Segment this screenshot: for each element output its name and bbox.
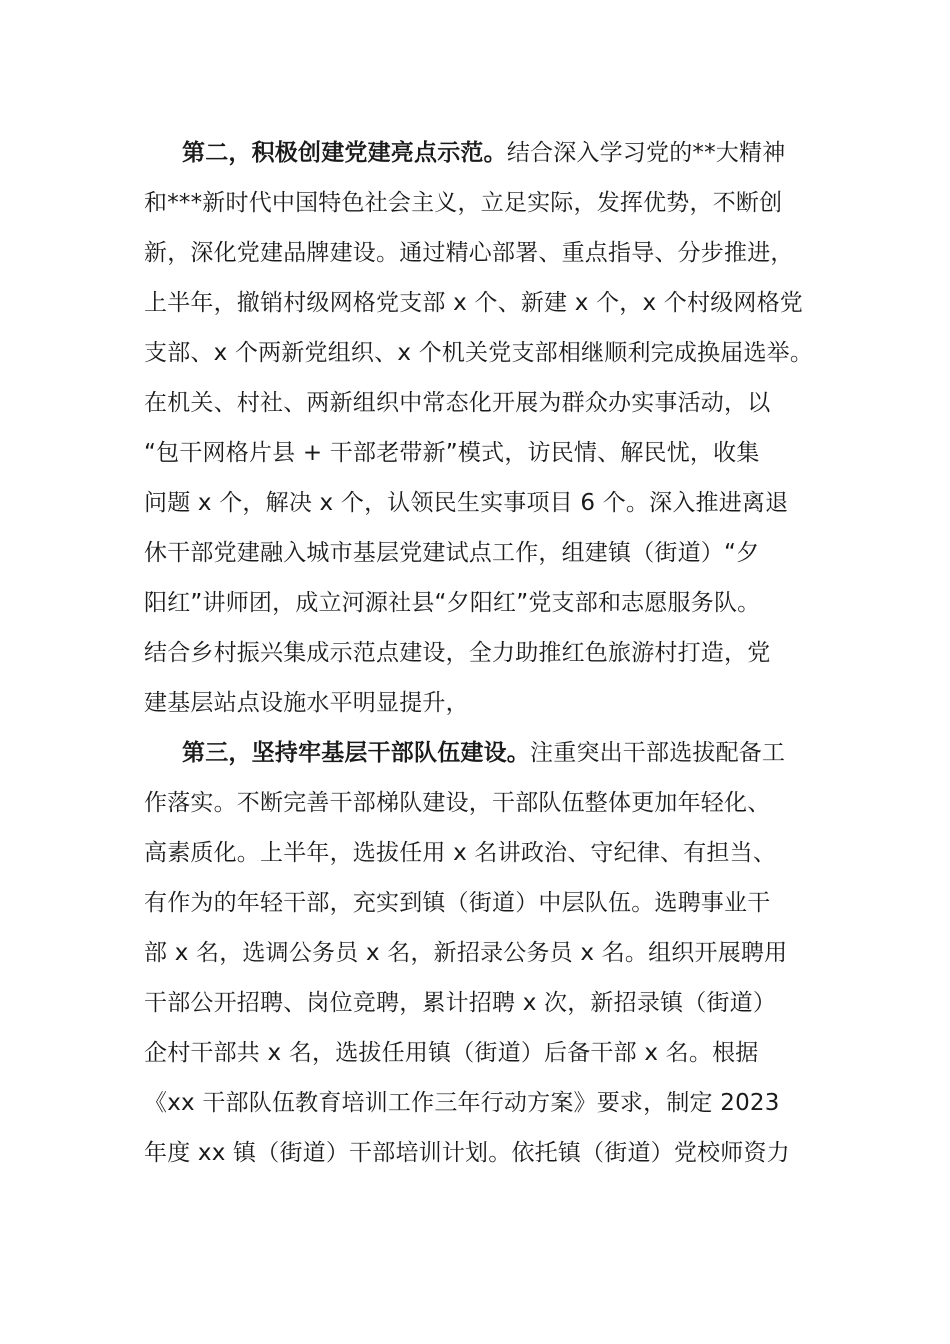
paragraph-2-line: 有作为的年轻干部，充实到镇（街道）中层队伍。选聘事业干	[144, 890, 771, 916]
paragraph-1-line: 新，深化党建品牌建设。通过精心部署、重点指导、分步推进，	[144, 240, 794, 266]
paragraph-1-line: 阳红”讲师团，成立河源社县“夕阳红”党支部和志愿服务队。	[144, 590, 761, 616]
paragraph-1-line: 支部、x 个两新党组织、x 个机关党支部相继顺利完成换届选举。	[144, 340, 814, 366]
paragraph-2-line: 高素质化。上半年，选拔任用 x 名讲政治、守纪律、有担当、	[144, 840, 777, 866]
paragraph-2-heading: 第三，坚持牢基层干部队伍建设。	[182, 740, 530, 766]
paragraph-1-line: 在机关、村社、两新组织中常态化开展为群众办实事活动，以	[144, 390, 771, 416]
paragraph-1-heading: 第二，积极创建党建亮点示范。	[182, 140, 507, 166]
paragraph-2-line: 作落实。不断完善干部梯队建设，干部队伍整体更加年轻化、	[144, 790, 771, 816]
paragraph-1-line-1	[144, 128, 824, 178]
paragraph-2-text: 注重突出干部选拔配备工	[530, 740, 786, 766]
paragraph-2-line: 年度 xx 镇（街道）干部培训计划。依托镇（街道）党校师资力	[144, 1140, 790, 1166]
paragraph-2-line: 《xx 干部队伍教育培训工作三年行动方案》要求，制定 2023	[144, 1090, 780, 1116]
paragraph-2-line: 企村干部共 x 名，选拔任用镇（街道）后备干部 x 名。根据	[144, 1040, 759, 1066]
document-body	[144, 128, 824, 1178]
paragraph-2-line: 部 x 名，选调公务员 x 名，新招录公务员 x 名。组织开展聘用	[144, 940, 788, 966]
paragraph-1-line: 建基层站点设施水平明显提升，	[144, 690, 469, 716]
paragraph-1-line: 休干部党建融入城市基层党建试点工作，组建镇（街道）“夕	[144, 540, 760, 566]
paragraph-2-line: 干部公开招聘、岗位竞聘，累计招聘 x 次，新招录镇（街道）	[144, 990, 777, 1016]
paragraph-1-line: 结合乡村振兴集成示范点建设，全力助推红色旅游村打造，党	[144, 640, 771, 666]
paragraph-1-line: “包干网格片县 + 干部老带新”模式，访民情、解民忧，收集	[144, 440, 760, 466]
paragraph-1-line: 上半年，撤销村级网格党支部 x 个、新建 x 个，x 个村级网格党	[144, 290, 803, 316]
paragraph-2-line-1	[144, 728, 824, 778]
paragraph-1-line: 问题 x 个，解决 x 个，认领民生实事项目 6 个。深入推进离退	[144, 490, 789, 516]
paragraph-1-text: 结合深入学习党的**大精神	[506, 140, 786, 166]
paragraph-1-line: 和***新时代中国特色社会主义，立足实际，发挥优势，不断创	[144, 190, 783, 216]
